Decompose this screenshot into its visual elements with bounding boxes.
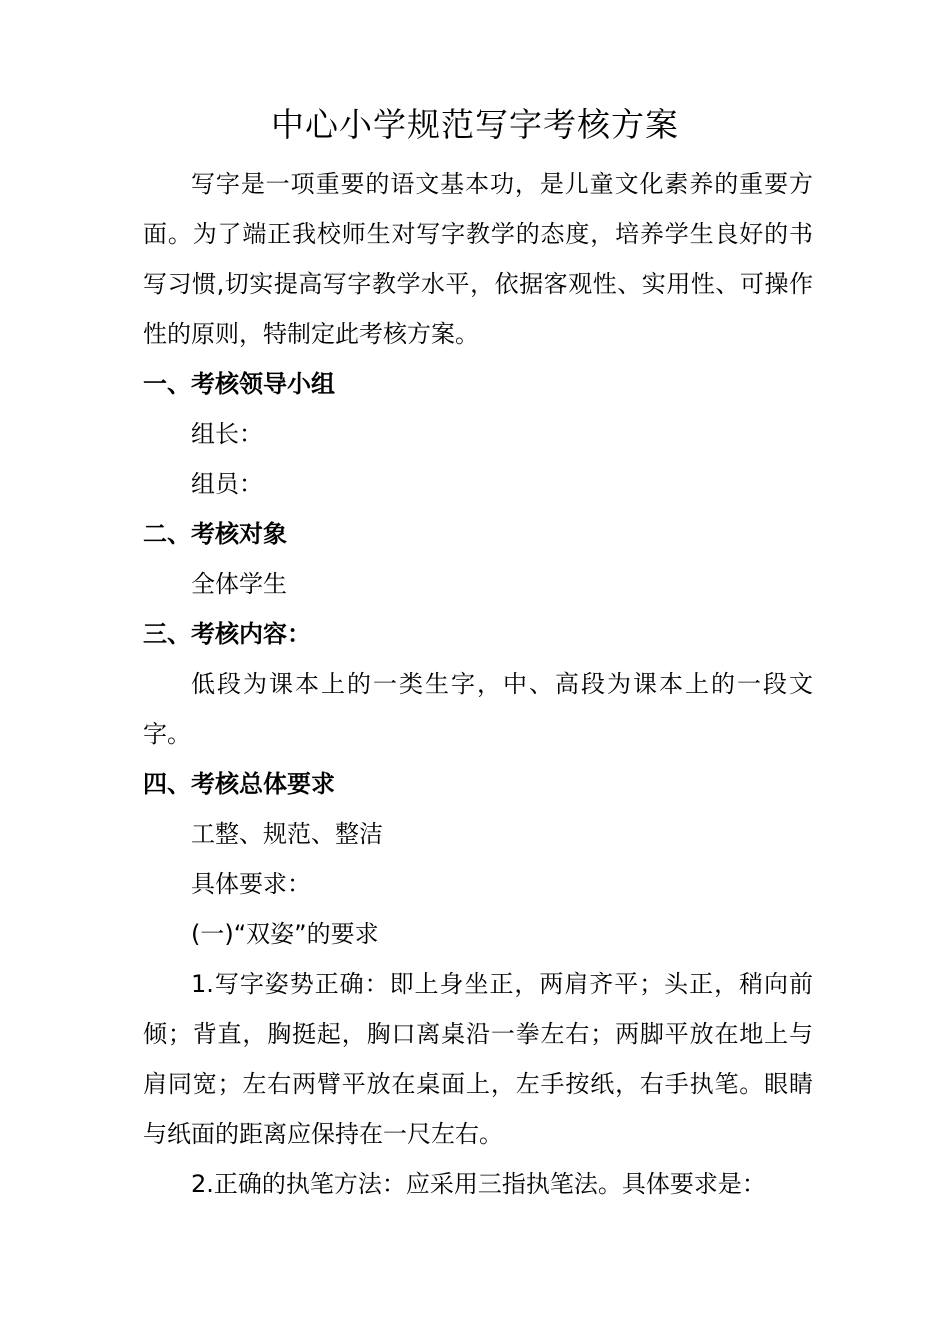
leader-line: 组长： [191,420,263,448]
document-body [143,159,813,1209]
general-requirement: 工整、规范、整洁 [191,820,383,848]
document-title: 中心小学规范写字考核方案 [271,105,679,144]
sub-heading-posture: (一)“双姿”的要求 [191,920,379,948]
posture-item: 1.写字姿势正确：即上身坐正，两肩齐平；头正，稍向前倾；背直，胸挺起，胸口离桌沿一拳左右；两脚平放在地上与肩同宽；左右两臂平放在桌面上，左手按纸，右手执笔。眼睛与纸面的距离应保持在一尺左右。 [143,970,813,1148]
section-heading-content: 三、考核内容： [143,620,311,648]
section-heading-target: 二、考核对象 [143,520,287,548]
target-text: 全体学生 [191,570,287,598]
intro-paragraph: 写字是一项重要的语文基本功，是儿童文化素养的重要方面。为了端正我校师生对写字教学的态度，培养学生良好的书写习惯,切实提高写字教学水平，依据客观性、实用性、可操作性的原则，特制定此考核方案。 [143,170,813,348]
section-heading-leadership: 一、考核领导小组 [143,370,335,398]
members-line: 组员： [191,470,263,498]
section-heading-requirements: 四、考核总体要求 [143,770,335,798]
grip-item: 2.正确的执笔方法：应采用三指执笔法。具体要求是： [191,1170,766,1198]
content-text: 低段为课本上的一类生字，中、高段为课本上的一段文字。 [143,670,813,748]
specific-requirement-label: 具体要求： [191,870,311,898]
